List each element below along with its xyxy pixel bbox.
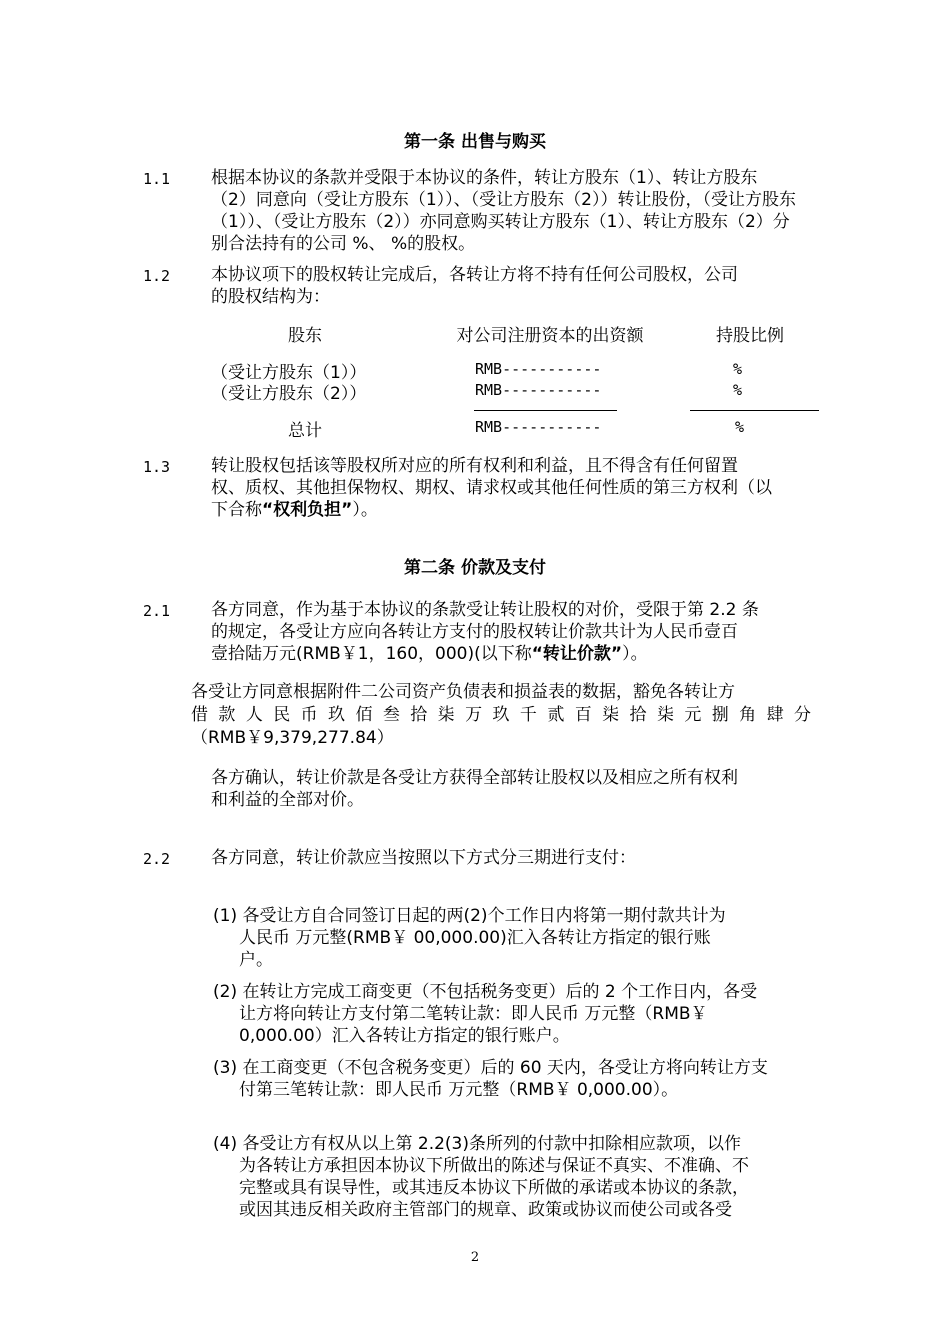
text-line: 别合法持有的公司 %、 %的股权。 [211, 234, 476, 254]
clause-1-2-text [211, 264, 811, 308]
table-total-amount: RMB----------- [475, 418, 602, 436]
table-cell-ratio: % [733, 360, 743, 378]
text-line: 借 款 人 民 币 玖 佰 叁 拾 柒 万 玖 千 贰 百 柒 拾 柒 元 捌 角 肆 分 [191, 705, 811, 725]
loan-exemption-paragraph [191, 681, 811, 750]
clause-number: 1.1 [143, 170, 171, 188]
text-line [211, 499, 811, 521]
text-line: (1) 各受让方自合同签订日起的两(2)个工作日内将第一期付款共计为 [213, 906, 726, 926]
text-line: (4) 各受让方有权从以上第 2.2(3)条所列的付款中扣除相应款项，以作 [213, 1134, 742, 1154]
article-1-heading: 第一条 出售与购买 [404, 132, 546, 152]
text-line: （RMB￥9,379,277.84） [191, 728, 394, 748]
table-header-holder: 股东 [288, 326, 322, 346]
clause-1-3-text [211, 455, 811, 521]
clause-1-1-text [211, 167, 811, 255]
table-cell-amount: RMB----------- [475, 360, 602, 378]
article-2-heading: 第二条 价款及支付 [404, 558, 546, 578]
text-line: 和利益的全部对价。 [211, 790, 364, 810]
clause-number: 1.3 [143, 458, 171, 476]
table-cell-ratio: % [733, 381, 743, 399]
clause-2-1-text [211, 599, 811, 665]
text-line: 各方确认，转让价款是各受让方获得全部转让股权以及相应之所有权利 [211, 768, 738, 788]
payment-item-1 [213, 905, 810, 971]
clause-number: 2.1 [143, 602, 171, 620]
text-line: 完整或具有误导性，或其违反本协议下所做的承诺或本协议的条款， [239, 1178, 749, 1198]
table-total-label: 总计 [288, 421, 322, 441]
text-line: （2）同意向（受让方股东（1））、（受让方股东（2））转让股份，（受让方股东 [211, 190, 796, 210]
text-line [211, 643, 811, 665]
payment-item-2 [213, 981, 810, 1047]
clause-number: 2.2 [143, 850, 171, 868]
table-header-ratio: 持股比例 [716, 326, 784, 346]
text-line: 为各转让方承担因本协议下所做出的陈述与保证不真实、不准确、不 [239, 1156, 749, 1176]
clause-number: 1.2 [143, 267, 171, 285]
text-line: 0,000.00）汇入各转让方指定的银行账户。 [239, 1026, 570, 1046]
table-header-amount: 对公司注册资本的出资额 [456, 326, 644, 346]
table-cell-holder: （受让方股东（1）） [211, 363, 367, 383]
text-line: 或因其违反相关政府主管部门的规章、政策或协议而使公司或各受 [239, 1200, 732, 1220]
text-line: 付第三笔转让款：即人民币 万元整（RMB￥ 0,000.00）。 [239, 1080, 679, 1100]
total-divider [690, 410, 819, 411]
table-total-ratio: % [735, 418, 745, 436]
table-cell-holder: （受让方股东（2）） [211, 384, 367, 404]
text-line: 各方同意，作为基于本协议的条款受让转让股权的对价，受限于第 2.2 条 [211, 600, 759, 620]
payment-item-4 [213, 1133, 810, 1221]
confirmation-paragraph [211, 767, 811, 811]
text-line: 各受让方同意根据附件二公司资产负债表和损益表的数据，豁免各转让方 [191, 682, 735, 702]
text-line: 转让股权包括该等股权所对应的所有权利和利益，且不得含有任何留置 [211, 456, 738, 476]
text-line: (3) 在工商变更（不包含税务变更）后的 60 天内，各受让方将向转让方支 [213, 1058, 768, 1078]
text-line: 户。 [239, 950, 273, 970]
text-fragment: ）。 [622, 644, 648, 664]
text-fragment: 下合称 [211, 500, 262, 520]
clause-2-2-text: 各方同意，转让价款应当按照以下方式分三期进行支付： [211, 848, 636, 868]
defined-term: “权利负担” [262, 500, 353, 520]
text-line: (2) 在转让方完成工商变更（不包括税务变更）后的 2 个工作日内，各受 [213, 982, 758, 1002]
text-line: 人民币 万元整(RMB￥ 00,000.00)汇入各转让方指定的银行账 [239, 928, 711, 948]
text-line: 根据本协议的条款并受限于本协议的条件，转让方股东（1）、转让方股东 [211, 168, 758, 188]
text-line: 本协议项下的股权转让完成后，各转让方将不持有任何公司股权，公司 [211, 265, 738, 285]
table-cell-amount: RMB----------- [475, 381, 602, 399]
total-divider [474, 410, 617, 411]
text-line: 权、质权、其他担保物权、期权、请求权或其他任何性质的第三方权利（以 [211, 478, 772, 498]
payment-item-3 [213, 1057, 810, 1101]
text-fragment: ）。 [352, 500, 378, 520]
text-line: 让方将向转让方支付第二笔转让款：即人民币 万元整（RMB￥ [239, 1004, 708, 1024]
text-fragment: 壹拾陆万元(RMB￥1，160，000)(以下称 [211, 644, 532, 664]
text-line: 的规定，各受让方应向各转让方支付的股权转让价款共计为人民币壹百 [211, 622, 738, 642]
text-line: （1））、（受让方股东（2））亦同意购买转让方股东（1）、转让方股东（2）分 [211, 212, 790, 232]
page-number: 2 [470, 1250, 480, 1265]
text-line: 的股权结构为： [211, 287, 330, 307]
defined-term: “转让价款” [531, 644, 623, 664]
